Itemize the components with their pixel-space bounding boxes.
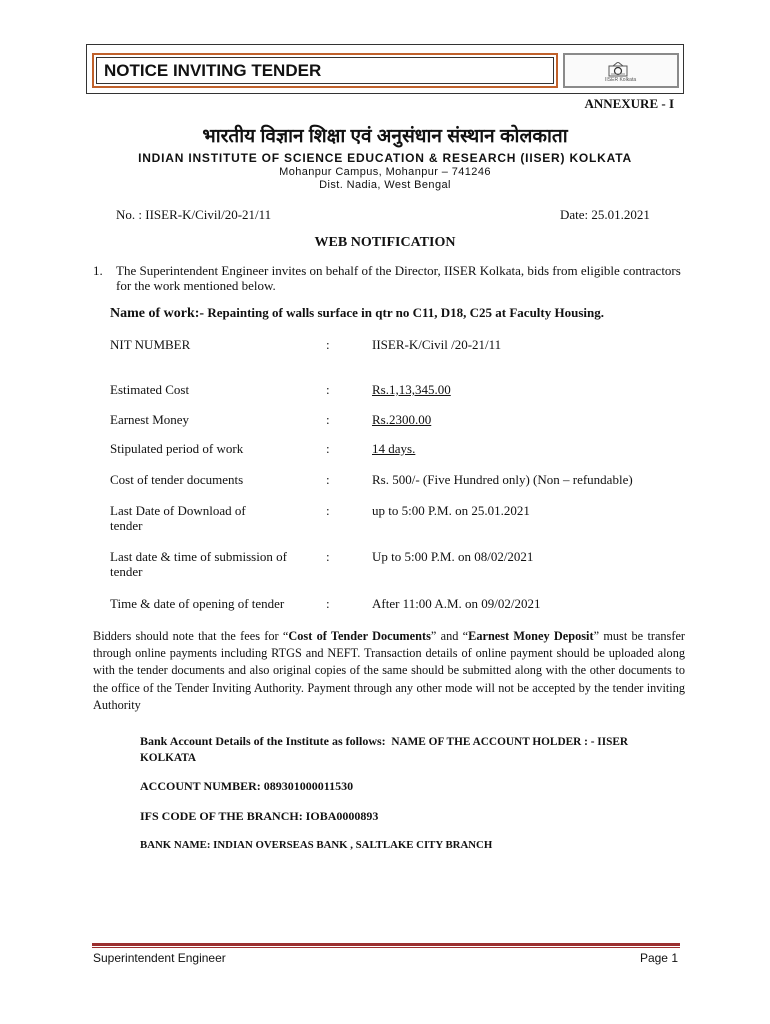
ifsc-code: IFS CODE OF THE BRANCH: IOBA0000893 xyxy=(140,809,379,823)
detail-key: Earnest Money xyxy=(110,412,190,427)
bank-details-label: Bank Account Details of the Institute as follows: xyxy=(140,734,386,748)
footer-signatory: Superintendent Engineer xyxy=(93,951,226,965)
detail-key: Time & date of opening of tender xyxy=(110,596,285,611)
detail-key: Last date & time of submission of tender xyxy=(110,549,287,579)
detail-value: 14 days. xyxy=(372,441,416,456)
logo-caption: IISER Kolkata xyxy=(605,77,637,83)
bidders-bold-tender-documents: Cost of Tender Documents xyxy=(288,629,431,643)
page-number: Page 1 xyxy=(639,951,678,965)
institute-english-name: INDIAN INSTITUTE OF SCIENCE EDUCATION & RESEARCH (IISER) KOLKATA xyxy=(138,151,632,165)
detail-value: Rs.2300.00 xyxy=(372,412,432,427)
intro-number: 1. xyxy=(93,263,103,278)
detail-colon: : xyxy=(326,337,330,352)
detail-value: IISER-K/Civil /20-21/11 xyxy=(372,337,502,352)
logo-box xyxy=(563,53,679,88)
bidders-paragraph xyxy=(93,628,685,714)
title-box xyxy=(92,53,558,88)
detail-key: Cost of tender documents xyxy=(110,472,244,487)
detail-key: Estimated Cost xyxy=(110,382,190,397)
bank-details-heading xyxy=(140,733,680,766)
account-holder: NAME OF THE ACCOUNT HOLDER : - IISER KOLKATA xyxy=(140,736,629,764)
bidders-text: ” and “ xyxy=(430,629,469,643)
address-line-1: Mohanpur Campus, Mohanpur – 741246 xyxy=(279,166,491,178)
detail-colon: : xyxy=(326,503,330,518)
name-of-work xyxy=(110,305,604,322)
annexure-label: ANNEXURE - I xyxy=(584,96,674,111)
bidders-text: ” must be transfer through online payments including RTGS and NEFT. Transaction details of online payment should be uploaded along with the tender documents and also original copies of the same should be submitted along with the other documents to the office of the Tender Inviting Authority. Payment through any other mode will not be accepted by the tender inviting Authority xyxy=(93,629,685,712)
detail-value: Up to 5:00 P.M. on 08/02/2021 xyxy=(372,549,534,564)
intro-paragraph: The Superintendent Engineer invites on behalf of the Director, IISER Kolkata, bids from eligible contractors for the work mentioned below. xyxy=(116,263,681,293)
footer-rule xyxy=(92,943,680,946)
detail-colon: : xyxy=(326,596,330,611)
detail-colon: : xyxy=(326,549,330,564)
web-notification-heading: WEB NOTIFICATION xyxy=(314,235,456,250)
institute-hindi-name: भारतीय विज्ञान शिक्षा एवं अनुसंधान संस्थान कोलकाता xyxy=(202,126,568,147)
account-number: ACCOUNT NUMBER: 089301000011530 xyxy=(140,779,354,793)
detail-key: NIT NUMBER xyxy=(110,337,191,352)
detail-key: Last Date of Download of tender xyxy=(110,503,246,533)
detail-colon: : xyxy=(326,382,330,397)
name-of-work-label: Name of work:- xyxy=(110,306,205,321)
detail-colon: : xyxy=(326,441,330,456)
address-line-2: Dist. Nadia, West Bengal xyxy=(319,179,451,191)
detail-value: up to 5:00 P.M. on 25.01.2021 xyxy=(372,503,530,518)
name-of-work-value: Repainting of walls surface in qtr no C11, D18, C25 at Faculty Housing. xyxy=(204,305,604,320)
document-title: NOTICE INVITING TENDER xyxy=(104,61,322,80)
detail-value: After 11:00 A.M. on 09/02/2021 xyxy=(372,596,541,611)
detail-value: Rs. 500/- (Five Hundred only) (Non – refundable) xyxy=(372,472,633,487)
detail-key: Stipulated period of work xyxy=(110,441,244,456)
reference-number: No. : IISER-K/Civil/20-21/11 xyxy=(116,207,272,222)
reference-date: Date: 25.01.2021 xyxy=(560,207,650,222)
bank-name: BANK NAME: INDIAN OVERSEAS BANK , SALTLAKE CITY BRANCH xyxy=(140,839,493,851)
bidders-text: Bidders should note that the fees for “ xyxy=(93,629,289,643)
detail-colon: : xyxy=(326,412,330,427)
detail-value: Rs.1,13,345.00 xyxy=(372,382,451,397)
footer-rule-thin xyxy=(92,947,680,948)
detail-colon: : xyxy=(326,472,330,487)
bidders-bold-earnest-money: Earnest Money Deposit xyxy=(468,629,594,643)
institute-logo-icon xyxy=(607,62,629,78)
